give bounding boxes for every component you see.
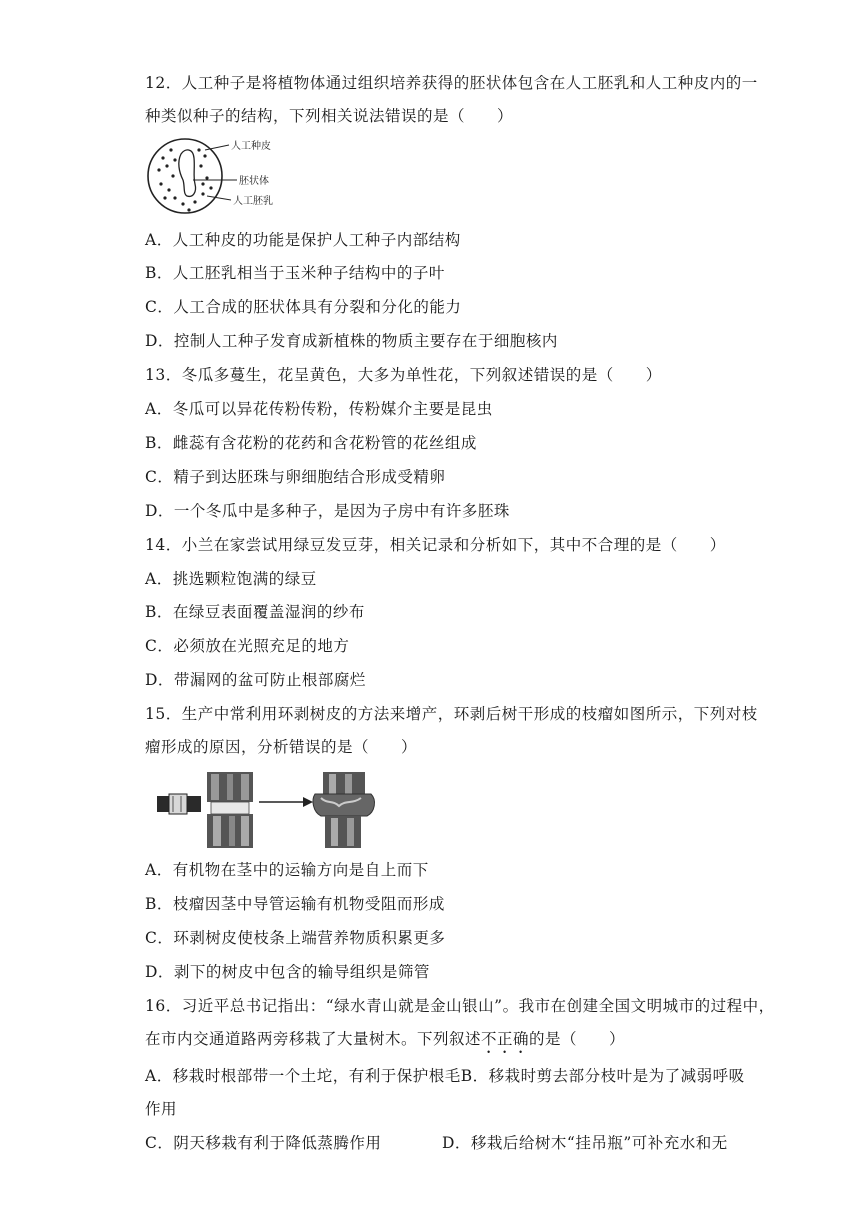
q16-stem-line1: 16．习近平总书记指出：“绿水青山就是金山银山”。我市在创建全国文明城市的过程中， [145, 997, 775, 1015]
girdling-tree-figure [155, 770, 405, 850]
q16-stem-line2-pre: 在市内交通道路两旁移栽了大量树木。下列叙述 [145, 1030, 482, 1048]
q15-stem-line2: 瘤形成的原因，分析错误的是（ ） [145, 738, 418, 756]
q15-option-c: C．环剥树皮使枝条上端营养物质积累更多 [145, 929, 446, 947]
label-endosperm: 人工胚乳 [233, 196, 273, 207]
q13-option-d: D．一个冬瓜中是多种子，是因为子房中有许多胚珠 [145, 502, 510, 520]
q16-option-b-cont: 作用 [145, 1100, 178, 1118]
q15-option-b: B．枝瘤因茎中导管运输有机物受阻而形成 [145, 895, 445, 913]
q16-option-c: C．阴天移栽有利于降低蒸腾作用 [145, 1134, 382, 1152]
artificial-seed-diagram [145, 136, 295, 218]
q16-emphasis-not-correct: 不正确 [481, 1030, 530, 1048]
q12-option-b: B．人工胚乳相当于玉米种子结构中的子叶 [145, 264, 445, 282]
q14-stem: 14．小兰在家尝试用绿豆发豆芽，相关记录和分析如下，其中不合理的是（ ） [145, 536, 726, 554]
q14-option-a: A．挑选颗粒饱满的绿豆 [145, 570, 317, 588]
q16-option-d: D．移栽后给树木“挂吊瓶”可补充水和无 [442, 1134, 728, 1152]
q16-stem-line2-post: 的是（ ） [529, 1030, 626, 1048]
label-seed-coat: 人工种皮 [231, 141, 271, 152]
q13-option-c: C．精子到达胚珠与卵细胞结合形成受精卵 [145, 468, 446, 486]
q15-option-d: D．剥下的树皮中包含的输导组织是筛管 [145, 963, 430, 981]
q14-option-c: C．必须放在光照充足的地方 [145, 637, 350, 655]
q12-option-d: D．控制人工种子发育成新植株的物质主要存在于细胞核内 [145, 332, 558, 350]
label-embryoid: 胚状体 [239, 176, 269, 187]
q12-option-c: C．人工合成的胚状体具有分裂和分化的能力 [145, 298, 462, 316]
q12-stem-line2: 种类似种子的结构，下列相关说法错误的是（ ） [145, 107, 514, 125]
arrow-head [303, 797, 313, 807]
q14-option-d: D．带漏网的盆可防止根部腐烂 [145, 671, 366, 689]
trunk-girdled [207, 772, 253, 848]
q12-stem-line1: 12．人工种子是将植物体通过组织培养获得的胚状体包含在人工胚乳和人工种皮内的一 [145, 74, 758, 92]
q15-stem-line1: 15．生产中常利用环剥树皮的方法来增产，环剥后树干形成的枝瘤如图所示，下列对枝 [145, 705, 758, 723]
q14-option-b: B．在绿豆表面覆盖湿润的纱布 [145, 603, 365, 621]
q15-option-a: A．有机物在茎中的运输方向是自上而下 [145, 861, 429, 879]
q13-stem: 13．冬瓜多蔓生，花呈黄色，大多为单性花，下列叙述错误的是（ ） [145, 366, 662, 384]
q16-option-ab: A．移栽时根部带一个土坨，有利于保护根毛B．移栽时剪去部分枝叶是为了减弱呼吸 [145, 1067, 745, 1085]
q12-option-a: A．人工种皮的功能是保护人工种子内部结构 [145, 231, 461, 249]
stripped-bark-piece [157, 794, 201, 814]
q13-option-b: B．雌蕊有含花粉的花药和含花粉管的花丝组成 [145, 434, 477, 452]
trunk-with-tumor [313, 772, 374, 848]
q13-option-a: A．冬瓜可以异花传粉传粉，传粉媒介主要是昆虫 [145, 400, 493, 418]
q16-stem-line2 [145, 1028, 625, 1057]
